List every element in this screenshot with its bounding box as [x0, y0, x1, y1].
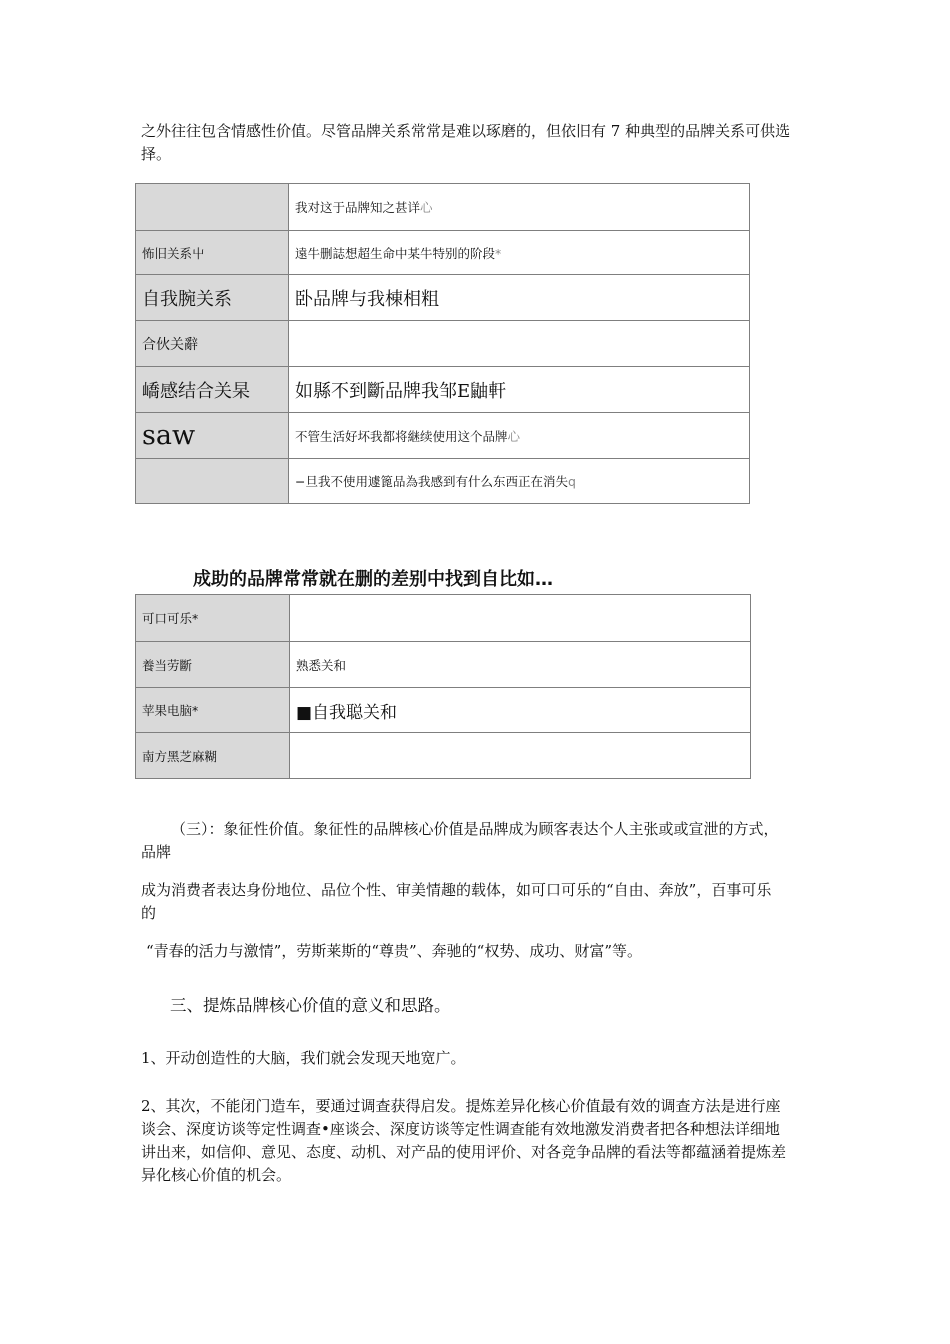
paragraph-line: 2、其次，不能闭门造车，要通过调查获得启发。提炼差异化核心价值最有效的调查方法是进行座	[141, 1097, 781, 1115]
intro-paragraph	[141, 120, 876, 166]
table-row	[136, 231, 750, 275]
table2-cell-right: ■自我聪关和	[290, 688, 751, 733]
symbolic-value-paragraph-2	[141, 879, 876, 925]
paragraph-line: 品牌	[141, 843, 172, 861]
table2-cell-right: 熟悉关和	[290, 642, 751, 688]
table2-cell-left: 南方黑芝麻糊	[136, 733, 290, 779]
table2-cell-left: 苹果电脑*	[136, 688, 290, 733]
symbolic-value-paragraph-3	[146, 940, 881, 963]
table2-cell-right	[290, 733, 751, 779]
paragraph-line: 谈会、深度访谈等定性调查•座谈会、深度访谈等定性调查能有效地激发消费者把各种想法详细地	[141, 1120, 780, 1138]
table-row	[136, 321, 750, 367]
table2-cell-left: 可口可乐*	[136, 595, 290, 642]
table-row	[136, 184, 750, 231]
table1-cell-left: 自我腕关系	[136, 275, 289, 321]
table-row	[136, 459, 750, 504]
table1-cell-right	[289, 321, 750, 367]
intro-line-2: 择。	[141, 145, 172, 163]
paragraph-line: 异化核心价值的机会。	[141, 1166, 292, 1184]
brand-relationship-table	[135, 183, 750, 504]
list-item-2	[141, 1095, 876, 1187]
table1-cell-right: 如縣不到斷品牌我邹E鼬軒	[289, 367, 750, 413]
table-row	[136, 367, 750, 413]
table1-cell-right: −旦我不使用遽篦品為我感到有什么东西正在消失q	[289, 459, 750, 504]
section-three-heading: 三、提炼品牌核心价值的意义和思路。	[170, 996, 451, 1015]
table-row	[136, 413, 750, 459]
intro-line-1: 之外往往包含情感性价值。尽管品牌关系常常是难以琢磨的，但依旧有 7 种典型的品牌关系可供选	[141, 122, 791, 140]
paragraph-line: 的	[141, 904, 157, 922]
table1-cell-left: 嶠感结合关杲	[136, 367, 289, 413]
paragraph-line: “青春的活力与激情”，劳斯莱斯的“尊贵”、奔驰的“权势、成功、财富”等。	[146, 942, 643, 960]
table1-cell-right: 卧品牌与我棟相粗	[289, 275, 750, 321]
table2-cell-right	[290, 595, 751, 642]
table1-cell-left: 合伙关辭	[136, 321, 289, 367]
table2-cell-left: 養当劳斷	[136, 642, 290, 688]
paragraph-line: （三）：象征性价值。象征性的品牌核心价值是品牌成为顾客表达个人主张或或宣泄的方式，	[171, 820, 779, 838]
table1-cell-right: 遠牛删誌想超生命中某牛特别的阶段*	[289, 231, 750, 275]
table1-cell-right: 不管生活好坏我都将継续使用这个品牌心	[289, 413, 750, 459]
symbolic-value-paragraph	[141, 818, 876, 864]
table1-cell-left	[136, 459, 289, 504]
paragraph-line: 讲出来，如信仰、意见、态度、动机、对产品的使用评价、对各竞争品牌的看法等都蕴涵着提炼差	[141, 1143, 787, 1161]
table-row	[136, 642, 751, 688]
table-row	[136, 733, 751, 779]
table-row	[136, 688, 751, 733]
section-heading: 成助的品牌常常就在删的差别中找到自比如…	[193, 569, 553, 590]
list-item-1: 1、开动创造性的大脑，我们就会发现天地宽广。	[141, 1049, 466, 1067]
table1-cell-left	[136, 184, 289, 231]
table-row	[136, 595, 751, 642]
table1-cell-left: 怖旧关系屮	[136, 231, 289, 275]
table1-cell-right: 我对这于品牌知之甚详心	[289, 184, 750, 231]
table-row	[136, 275, 750, 321]
paragraph-line: 成为消费者表达身份地位、品位个性、审美情趣的载体，如可口可乐的“自由、奔放”，百事可乐	[141, 881, 772, 899]
table1-cell-left: saw	[136, 413, 289, 459]
brand-example-table	[135, 594, 751, 779]
